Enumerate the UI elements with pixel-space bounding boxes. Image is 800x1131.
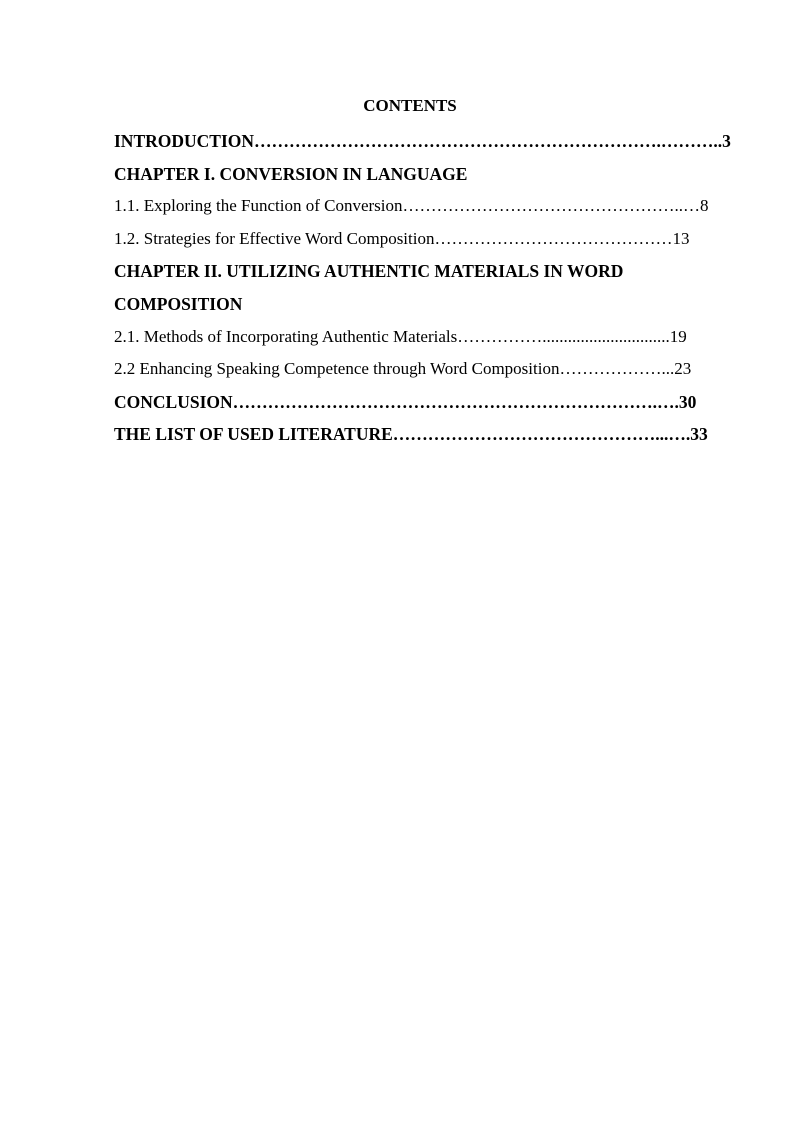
toc-entry-conclusion bbox=[114, 389, 756, 422]
contents-title: CONTENTS bbox=[363, 96, 457, 115]
toc-entry-text: INTRODUCTION…………………………………………………………….………..3 bbox=[114, 131, 731, 151]
toc-entry-text: CHAPTER II. UTILIZING AUTHENTIC MATERIALS IN WORD bbox=[114, 261, 624, 282]
table-of-contents bbox=[114, 128, 756, 454]
toc-entry-text: COMPOSITION bbox=[114, 293, 243, 314]
toc-entry-chapter-1 bbox=[114, 161, 756, 194]
toc-entry-text: 2.1. Methods of Incorporating Authentic Materials……………..............................19 bbox=[114, 326, 687, 346]
toc-entry-section-2-2 bbox=[114, 356, 756, 389]
toc-entry-section-2-1 bbox=[114, 324, 756, 357]
toc-entry-text: 1.2. Strategies for Effective Word Composition……………………………………13 bbox=[114, 228, 690, 248]
toc-entry-chapter-2-continued bbox=[114, 291, 756, 324]
toc-entry-text: CONCLUSION……………………………………………………………….….30 bbox=[114, 391, 697, 412]
toc-entry-introduction bbox=[114, 128, 756, 161]
toc-entry-section-1-1 bbox=[114, 193, 756, 226]
toc-entry-text: THE LIST OF USED LITERATURE………………………………………...….33 bbox=[114, 424, 708, 445]
toc-entry-text: 2.2 Enhancing Speaking Competence through Word Composition………………...23 bbox=[114, 359, 692, 379]
toc-entry-text: 1.1. Exploring the Function of Conversion…………………………………………..…8 bbox=[114, 196, 709, 216]
toc-entry-literature bbox=[114, 421, 756, 454]
toc-entry-chapter-2 bbox=[114, 258, 756, 291]
toc-entry-text: CHAPTER I. CONVERSION IN LANGUAGE bbox=[114, 163, 468, 184]
toc-entry-section-1-2 bbox=[114, 226, 756, 259]
